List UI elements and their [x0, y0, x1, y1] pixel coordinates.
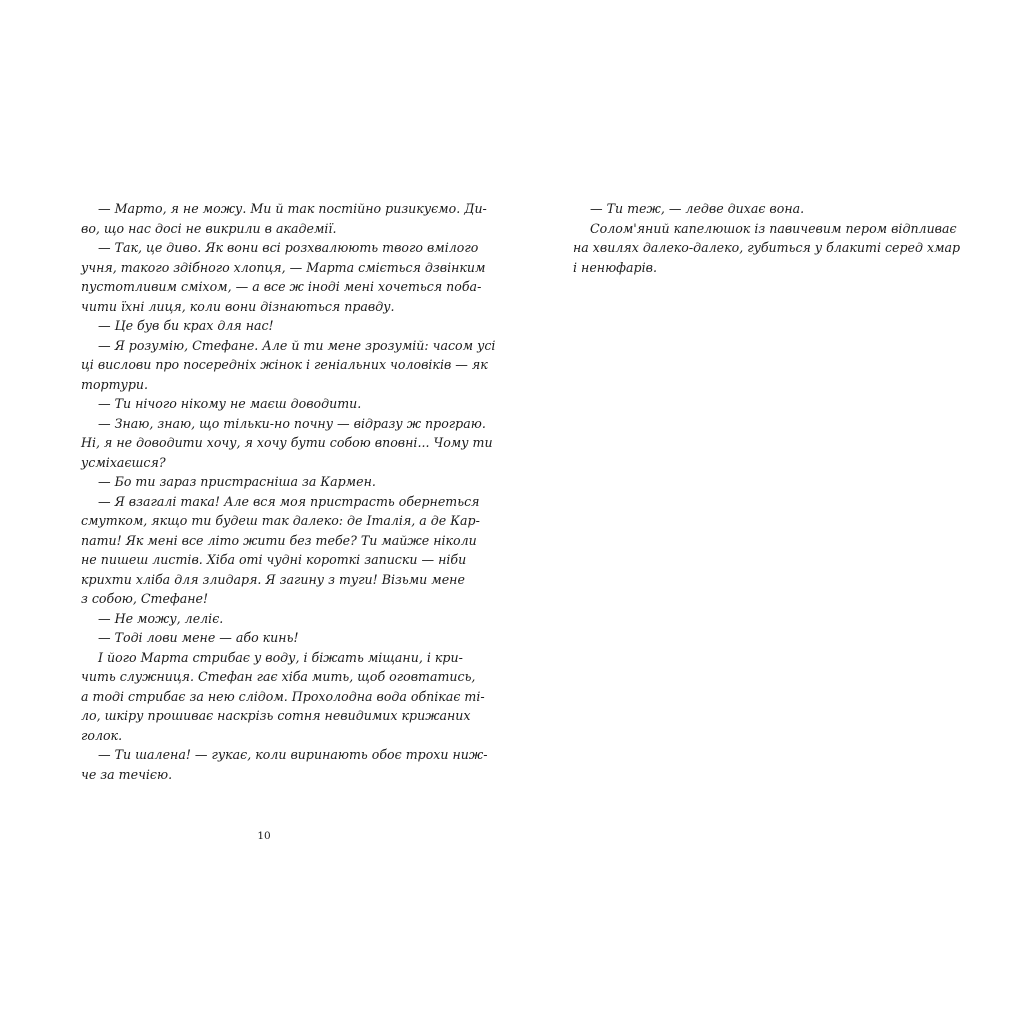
- text-line: — Тоді лови мене — або кинь!: [98, 630, 299, 645]
- text-line: чить служниця. Стефан гає хіба мить, щоб оговтатись,: [81, 669, 476, 684]
- text-line: — Ти теж, — ледве дихає вона.: [590, 201, 805, 216]
- text-line: — Так, це диво. Як вони всі розхвалюють твого вмілого: [98, 240, 479, 255]
- text-line: пати! Як мені все літо жити без тебе? Ти майже ніколи: [81, 532, 477, 548]
- text-line: Ні, я не доводити хочу, я хочу бути собою вповні... Чому ти: [81, 435, 493, 450]
- text-line: а тоді стрибає за нею слідом. Прохолодна вода обпікає ті-: [81, 688, 485, 704]
- text-line: — Марто, я не можу. Ми й так постійно ризикуємо. Ди-: [98, 201, 487, 216]
- text-line: — Ти нічого нікому не маєш доводити.: [98, 396, 362, 411]
- text-line: ці вислови про посередніх жінок і геніальних чоловіків — як: [81, 357, 488, 372]
- text-line: — Це був би крах для нас!: [98, 318, 274, 333]
- text-line: во, що нас досі не викрили в академії.: [81, 220, 337, 236]
- text-line: — Бо ти зараз пристрасніша за Кармен.: [98, 474, 376, 489]
- left-page-text: [81, 199, 496, 784]
- text-line: пустотливим сміхом, — а все ж іноді мені хочеться поба-: [81, 279, 482, 294]
- text-line: усміхаєшся?: [81, 454, 166, 470]
- text-line: чити їхні лиця, коли вони дізнаються правду.: [81, 298, 395, 314]
- text-line: І його Марта стрибає у воду, і біжать міщани, і кри-: [98, 649, 463, 665]
- text-line: не пишеш листів. Хіба оті чудні короткі записки — ніби: [81, 552, 467, 567]
- text-line: смутком, якщо ти будеш так далеко: де Італія, а де Кар-: [81, 513, 480, 528]
- text-line: на хвилях далеко-далеко, губиться у блакиті серед хмар: [573, 240, 961, 255]
- text-line: — Я взагалі така! Але вся моя пристрасть обернеться: [98, 493, 480, 509]
- text-line: Солом'яний капелюшок із павичевим пером відпливає: [590, 220, 957, 236]
- right-page-text: [573, 199, 961, 277]
- text-line: тортури.: [81, 376, 149, 392]
- text-line: — Ти шалена! — гукає, коли виринають обоє трохи ниж-: [98, 747, 488, 762]
- text-line: з собою, Стефане!: [81, 591, 209, 606]
- text-line: ло, шкіру прошиває наскрізь сотня невидимих крижаних: [81, 708, 471, 723]
- text-line: — Не можу, леліє.: [98, 610, 224, 626]
- page-number: 10: [257, 830, 271, 842]
- text-line: — Знаю, знаю, що тільки-но почну — відразу ж програю.: [98, 415, 486, 431]
- text-line: — Я розумію, Стефане. Але й ти мене зрозумій: часом усі: [98, 337, 496, 353]
- text-line: че за течією.: [81, 766, 173, 782]
- text-line: крихти хліба для злидаря. Я загину з туги! Візьми мене: [81, 571, 465, 587]
- text-line: голок.: [81, 727, 123, 743]
- text-line: і ненюфарів.: [573, 259, 657, 275]
- text-line: учня, такого здібного хлопця, — Марта сміється дзвінким: [81, 259, 486, 275]
